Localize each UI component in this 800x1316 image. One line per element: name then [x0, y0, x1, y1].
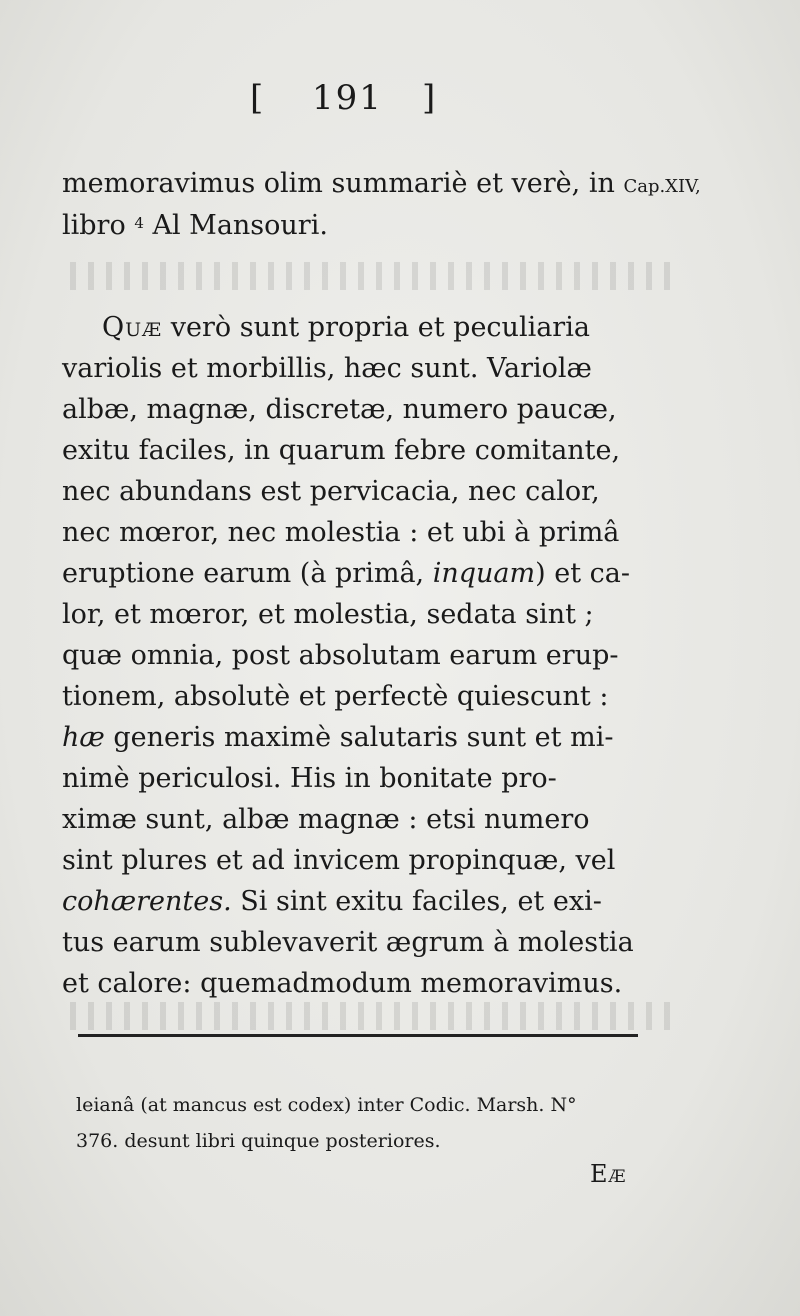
text-line-6: exitu faciles, in quarum febre comitante, [62, 435, 621, 466]
italic-word: cohærentes. [62, 886, 232, 917]
bracket-right: ] [422, 78, 438, 118]
text-line-1 [62, 170, 770, 197]
text-line-19: et calore: quemadmodum memoravimus. [62, 968, 623, 999]
text-line-3 [102, 314, 760, 341]
line-text: Si sint exitu faciles, et exi- [240, 886, 602, 917]
text-line-15: ximæ sunt, albæ magnæ : etsi numero [62, 804, 590, 835]
catchword: Eæ [590, 1160, 627, 1188]
marginal-reference: Cap.XIV, [623, 176, 701, 197]
text-line-8: nec mœror, nec molestia : et ubi à primâ [62, 517, 620, 548]
text-line-16: sint plures et ad invicem propinquæ, vel [62, 845, 616, 876]
text-line-5: albæ, magnæ, discretæ, numero paucæ, [62, 394, 617, 425]
line-text: generis maximè salutaris sunt et mi- [113, 722, 614, 753]
footnote-line-2: 376. desunt libri quinque posteriores. [76, 1130, 441, 1152]
text-line-17 [62, 888, 760, 915]
line-text: Al Mansouri. [152, 210, 328, 241]
text-line-11: quæ omnia, post absolutam earum erup- [62, 640, 619, 671]
footnote-line-1: leianâ (at mancus est codex) inter Codic. Marsh. N° [76, 1094, 577, 1116]
text-line-10: lor, et mœror, et molestia, sedata sint ; [62, 599, 594, 630]
page-number: 191 [312, 78, 383, 118]
footnote-rule [78, 1034, 638, 1037]
line-text: ) et ca- [535, 558, 631, 589]
line-text: verò sunt propria et peculiaria [170, 312, 590, 343]
text-line-14: nimè periculosi. His in bonitate pro- [62, 763, 557, 794]
italic-word: hæ [62, 722, 105, 753]
italic-word: inquam [432, 558, 536, 589]
text-line-9 [62, 560, 760, 587]
text-line-7: nec abundans est pervicacia, nec calor, [62, 476, 600, 507]
show-through-text [70, 262, 670, 290]
footnote-marker: 4 [134, 214, 144, 232]
paragraph-initial: Quæ [102, 312, 163, 343]
line-text: memoravimus olim summariè et verè, in [62, 168, 615, 199]
text-line-13 [62, 724, 760, 751]
line-text: libro [62, 210, 126, 241]
text-line-2 [62, 212, 760, 239]
text-line-4: variolis et morbillis, hæc sunt. Variolæ [62, 353, 592, 384]
show-through-text [70, 1002, 670, 1030]
line-text: eruptione earum (à primâ, [62, 558, 425, 589]
text-line-18: tus earum sublevaverit ægrum à molestia [62, 927, 634, 958]
text-line-12: tionem, absolutè et perfectè quiescunt : [62, 681, 609, 712]
bracket-left: [ [250, 78, 266, 118]
